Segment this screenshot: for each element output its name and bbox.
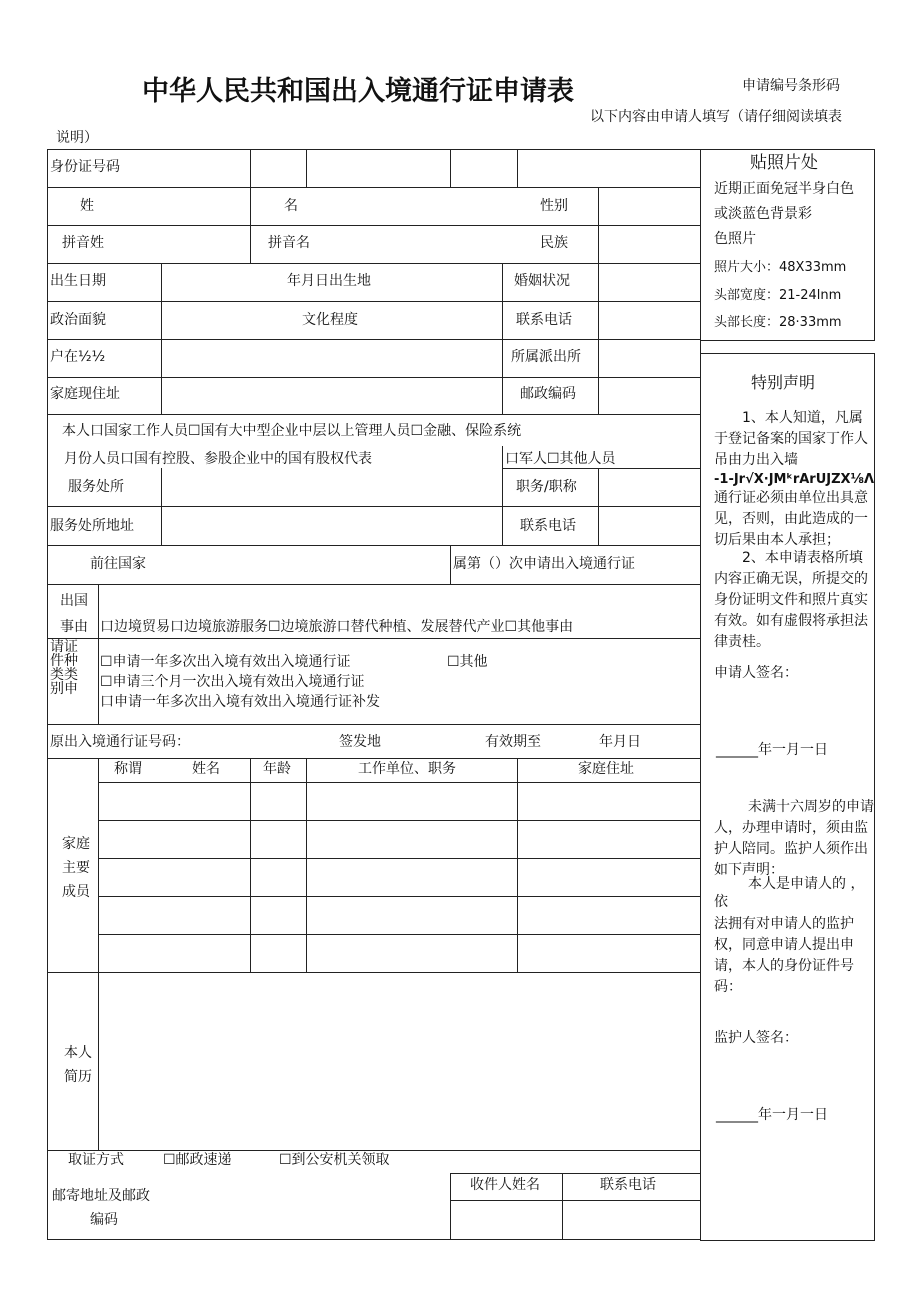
recipient-phone-label: 联系电话	[600, 1177, 656, 1193]
identity-options-line2[interactable]: 月份人员口国有控股、参股企业中的国有股权代表	[64, 451, 372, 467]
reason-label-2: 事由	[60, 619, 88, 635]
mail-address-label-1: 邮寄地址及邮政	[52, 1188, 150, 1204]
family-col-name: 姓名	[192, 761, 220, 777]
guardian-statement-a: 本人是申请人的 ，	[748, 876, 865, 892]
pickup-method-label: 取证方式	[68, 1152, 124, 1168]
marital-status-label: 婚姻状况	[514, 273, 570, 289]
given-name-label: 名	[284, 198, 298, 214]
declaration-para-2: 2、本申请表格所填内容正确无误，所提交的身份证明文件和照片真实有效。如有虚假将承担法律责桂。	[714, 550, 868, 650]
recipient-name-label: 收件人姓名	[470, 1177, 540, 1193]
position-label: 职务/职称	[516, 479, 577, 495]
photo-size: 照片大小：48X33mm	[714, 260, 847, 275]
family-label: 家庭主要成员	[62, 836, 90, 900]
reason-options[interactable]: 口边境贸易口边境旅游服务☐边境旅游口替代种植、发展替代产业☐其他事由	[100, 619, 574, 635]
guardian-statement-b: 依	[714, 894, 728, 910]
sex-label: 性别	[540, 198, 568, 214]
resume-field[interactable]	[100, 975, 698, 1147]
doc-type-label: 请证件种类类别申	[50, 639, 78, 697]
guardian-sign-date: ______年一月一日	[716, 1107, 828, 1123]
postcode-label: 邮政编码	[520, 386, 576, 402]
ethnicity-label: 民族	[540, 235, 568, 251]
photo-title: 贴照片处	[750, 153, 818, 173]
instruction-text-cont: 说明）	[56, 130, 98, 146]
education-label: 文化程度	[302, 312, 358, 328]
form-title: 中华人民共和国出入境通行证申请表	[142, 76, 574, 107]
pickup-post-option[interactable]: ☐邮政速递	[163, 1152, 232, 1168]
destination-label: 前往国家	[90, 556, 146, 572]
family-col-address: 家庭住址	[578, 761, 634, 777]
photo-head-length: 头部长度：28·33mm	[714, 315, 842, 330]
valid-until-label: 有效期至	[485, 734, 541, 750]
id-number-label: 身份证号码	[50, 159, 120, 175]
minor-applicant-note: 未满十六周岁的申请人，办理申请时，须由监护人陪同。监护人须作出如下声明：	[714, 799, 874, 878]
old-permit-label: 原出入境通行证号码：	[50, 734, 190, 750]
surname-label: 姓	[80, 198, 94, 214]
photo-desc-2: 或淡蓝色背景彩	[714, 206, 812, 222]
political-status-label: 政治面貌	[50, 312, 106, 328]
barcode-label: 申请编号条形码	[742, 78, 840, 94]
family-col-work: 工作单位、职务	[358, 761, 456, 777]
guardian-statement-c: 法拥有对申请人的监护权，同意申请人提出申请，本人的身份证件号码：	[714, 916, 854, 995]
applicant-signature-label: 申请人签名：	[714, 665, 798, 681]
pickup-police-option[interactable]: ☐到公安机关领取	[279, 1152, 390, 1168]
declaration-garbled-line: -1-Jr√X·JMᵏrArUJZX⅛Λ	[714, 472, 875, 487]
issue-place-label: 签发地	[339, 734, 381, 750]
declaration-title: 特别声明	[751, 373, 816, 392]
phone-label: 联系电话	[516, 312, 572, 328]
family-col-age: 年龄	[263, 761, 291, 777]
workplace-label: 服务处所	[68, 479, 124, 495]
workplace-phone-label: 联系电话	[520, 518, 576, 534]
reason-label-1: 出国	[60, 593, 88, 609]
photo-head-width: 头部宽度：21-24lnm	[714, 288, 842, 303]
hukou-label: 户在½½	[50, 349, 106, 365]
applicant-sign-date: ______年一月一日	[716, 742, 828, 758]
home-address-label: 家庭现住址	[50, 386, 120, 402]
photo-desc-3: 色照片	[714, 231, 756, 247]
pinyin-given-label: 拼音名	[268, 235, 310, 251]
doc-option-1[interactable]: ☐申请一年多次出入境有效出入境通行证	[100, 654, 351, 670]
doc-option-3[interactable]: 口申请一年多次出入境有效出入境通行证补发	[100, 694, 380, 710]
declaration-para-1a: 1、本人知道，凡属于登记备案的国家丁作人吊由力出入墙	[714, 410, 868, 468]
guardian-signature-label: 监护人签名：	[714, 1030, 798, 1046]
resume-label: 本人简历	[64, 1045, 92, 1085]
mail-address-label-2: 编码	[90, 1212, 118, 1228]
police-station-label: 所属派出所	[511, 349, 581, 365]
doc-option-2[interactable]: ☐申请三个月一次出入境有效出入境通行证	[100, 674, 365, 690]
workplace-address-label: 服务处所地址	[50, 518, 134, 534]
valid-ymd-label: 年月日	[599, 734, 641, 750]
application-count-label: 属第（）次申请出入境通行证	[453, 556, 635, 572]
birth-date-label: 出生日期	[50, 273, 106, 289]
family-col-title: 称谓	[114, 761, 142, 777]
declaration-para-1b: 通行证必须由单位出具意见，否则，由此造成的一切后果由本人承担；	[714, 490, 868, 548]
doc-option-other[interactable]: ☐其他	[447, 654, 488, 670]
instruction-text: 以下内容由申请人填写（请仔细阅读填表	[590, 109, 842, 125]
photo-desc-1: 近期正面免冠半身白色	[714, 181, 854, 197]
birth-place-label: 年月日出生地	[287, 273, 371, 289]
identity-options-line2b[interactable]: 口军人☐其他人员	[505, 451, 616, 467]
identity-options-line1[interactable]: 本人口国家工作人员☐国有大中型企业中层以上管理人员☐金融、保险系统	[62, 423, 522, 439]
pinyin-surname-label: 拼音姓	[62, 235, 104, 251]
